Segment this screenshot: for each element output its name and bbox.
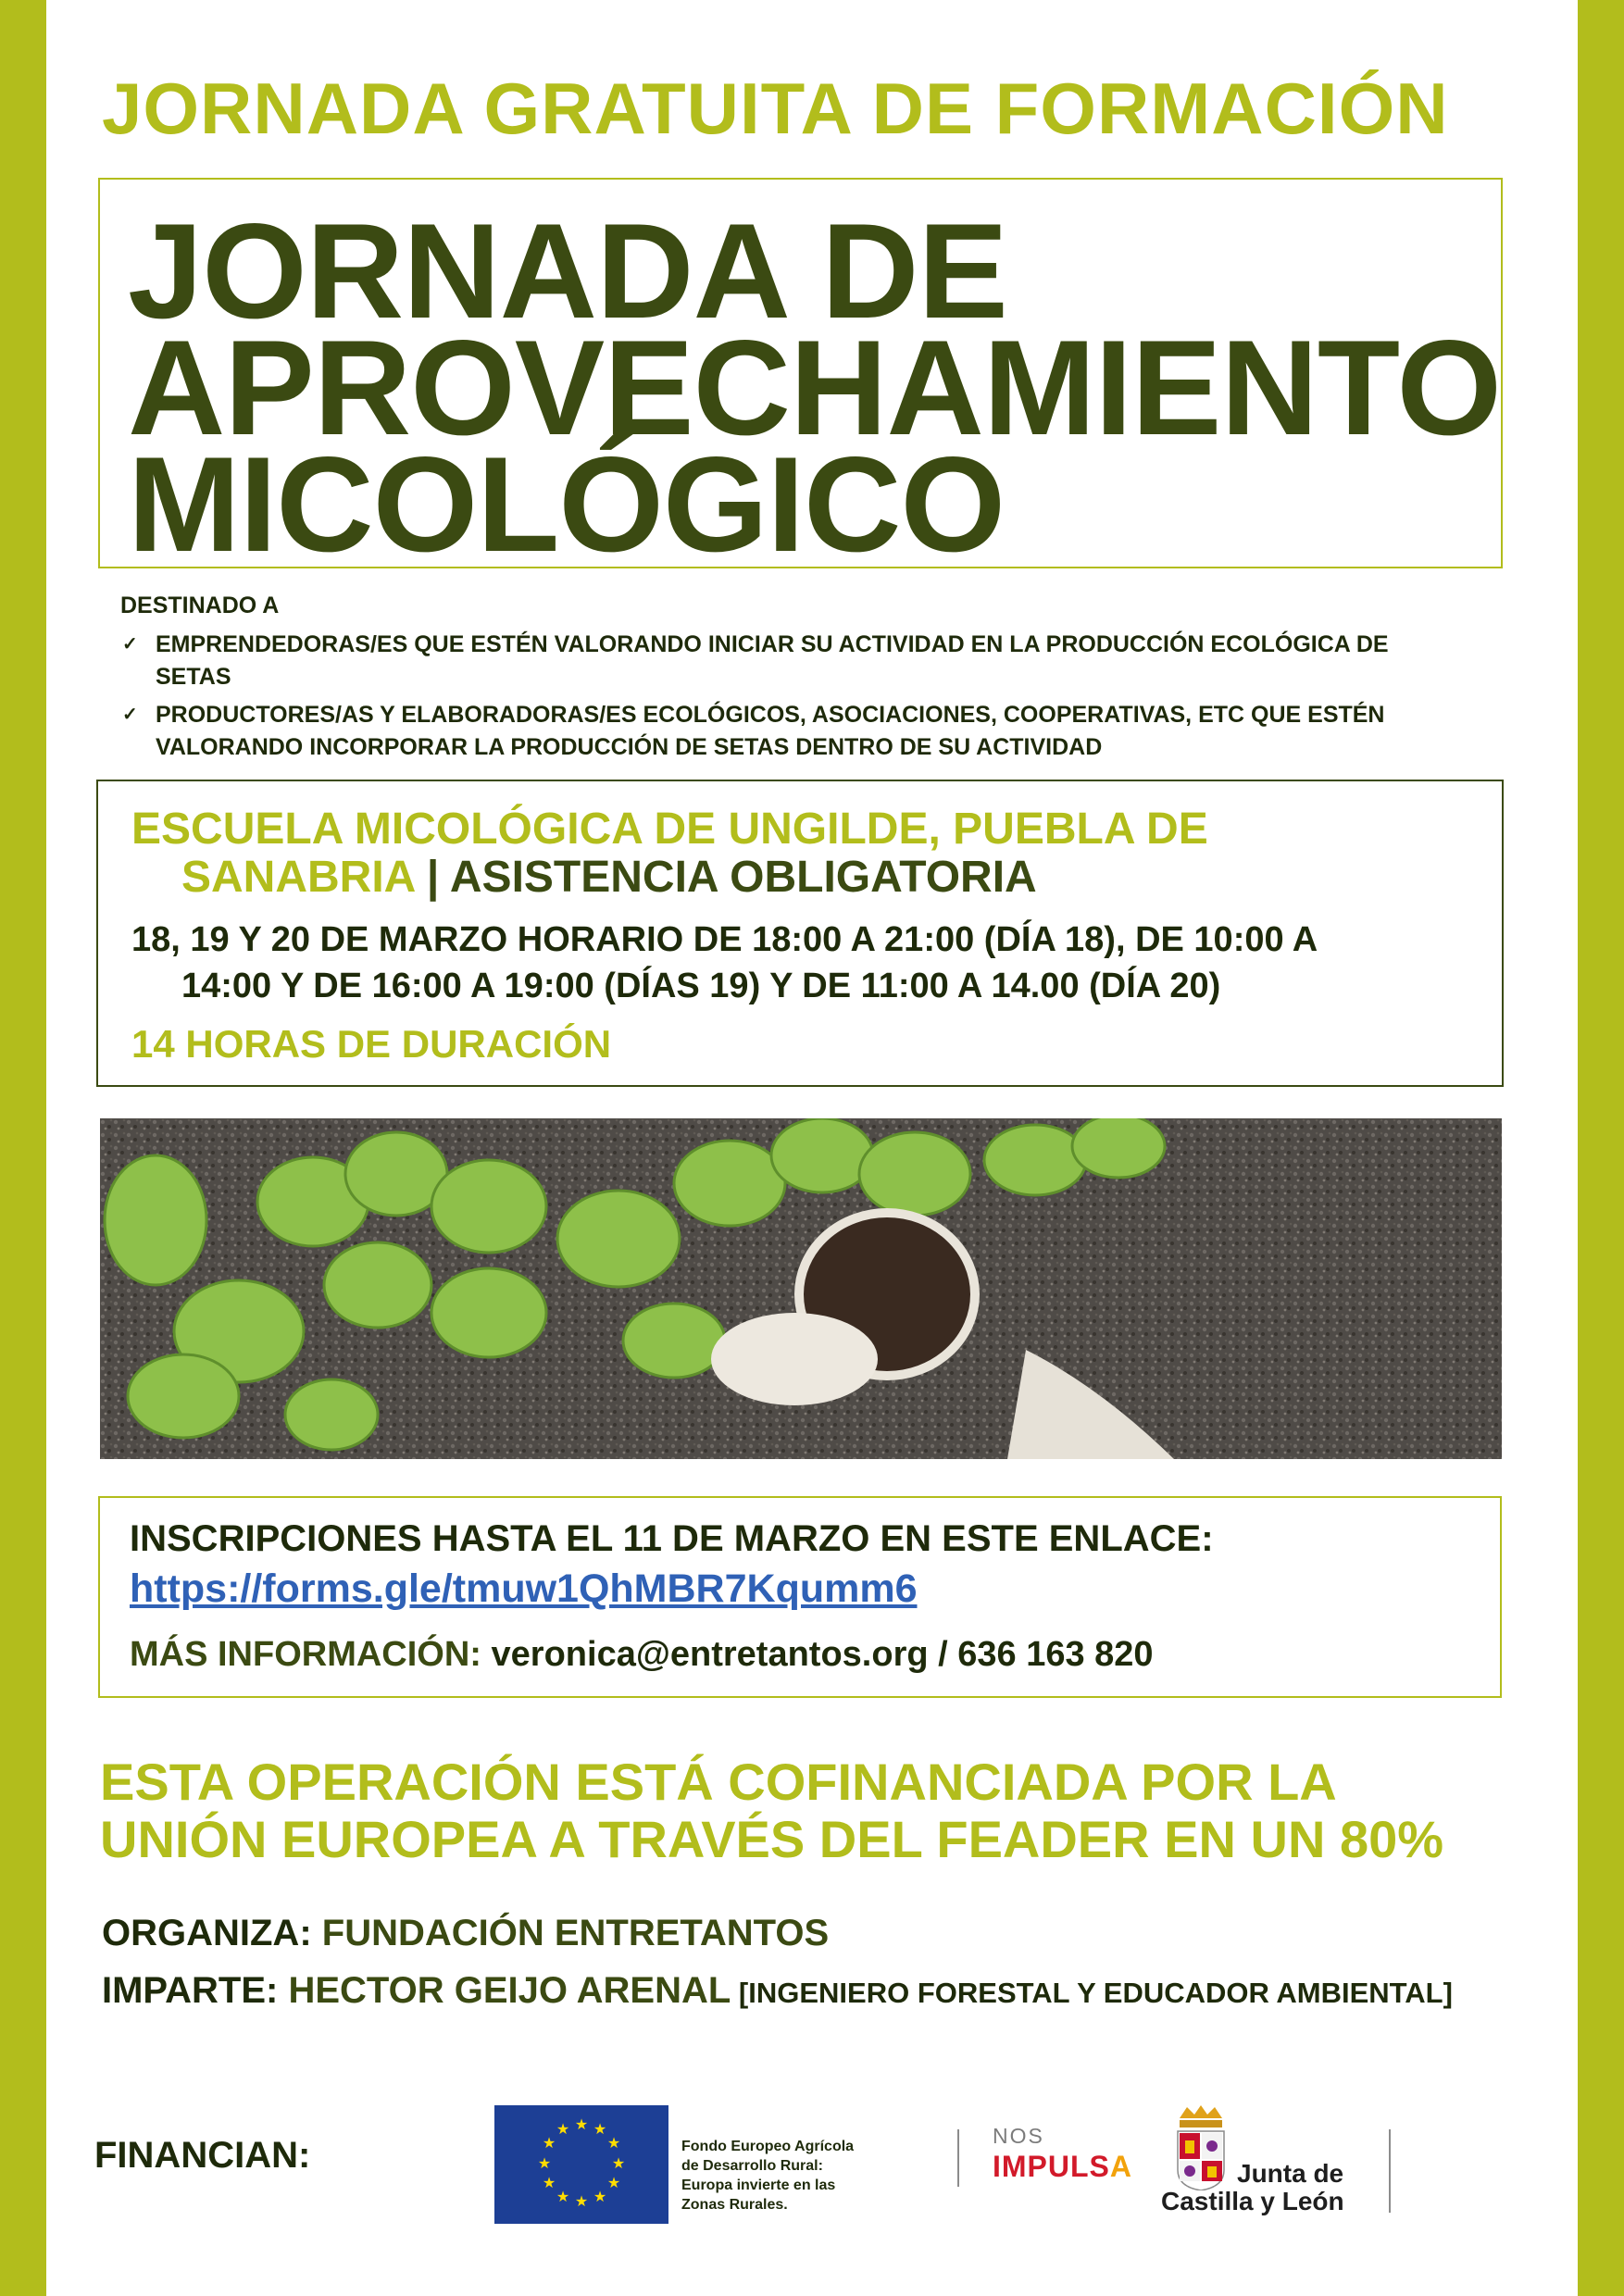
title-line-2: APROVECHAMIENTO bbox=[128, 312, 1501, 463]
svg-text:★: ★ bbox=[593, 2120, 607, 2138]
instructor-name: HECTOR GEIJO ARENAL bbox=[278, 1970, 731, 2011]
audience-item-line1: PRODUCTORES/AS Y ELABORADORAS/ES ECOLÓGICOS, ASOCIACIONES, COOPERATIVAS, ETC QUE ESTÉN bbox=[156, 702, 1385, 728]
svg-text:★: ★ bbox=[542, 2134, 556, 2152]
title-line-1: JORNADA DE bbox=[128, 195, 1007, 346]
eafrd-line: Zonas Rurales. bbox=[681, 2197, 788, 2213]
duration: 14 HORAS DE DURACIÓN bbox=[131, 1022, 612, 1066]
venue-name-line2 bbox=[181, 852, 1037, 903]
eafrd-caption bbox=[681, 2137, 885, 2215]
venue-name-line1: ESCUELA MICOLÓGICA DE UNGILDE, PUEBLA DE bbox=[131, 805, 1208, 854]
svg-text:★: ★ bbox=[556, 2188, 570, 2205]
venue-place: SANABRIA bbox=[181, 853, 415, 902]
funders-label: FINANCIAN: bbox=[94, 2135, 311, 2176]
audience-heading: DESTINADO A bbox=[120, 593, 280, 618]
audience-section bbox=[120, 593, 1435, 769]
instructor bbox=[102, 1970, 1453, 2012]
cofinance-line1: ESTA OPERACIÓN ESTÁ COFINANCIADA POR LA bbox=[100, 1753, 1337, 1811]
check-icon: ✓ bbox=[122, 705, 138, 725]
title-line-3: MICOLÓGICO bbox=[128, 429, 1006, 580]
schedule-line1: 18, 19 Y 20 DE MARZO HORARIO DE 18:00 A 21:00 (DÍA 18), DE 10:00 A bbox=[131, 920, 1318, 959]
svg-text:★: ★ bbox=[574, 2115, 589, 2133]
audience-item bbox=[120, 629, 1435, 693]
impulsa-word: IMPULS bbox=[993, 2150, 1110, 2183]
mushroom-photo-illustration bbox=[100, 1118, 1502, 1459]
svg-text:★: ★ bbox=[542, 2174, 556, 2191]
more-info-contact: veronica@entretantos.org / 636 163 820 bbox=[481, 1635, 1154, 1674]
right-border-bar bbox=[1578, 0, 1624, 2296]
svg-text:★: ★ bbox=[574, 2192, 589, 2210]
impulsa-last-letter: A bbox=[1109, 2150, 1132, 2183]
mushroom-photo bbox=[100, 1118, 1502, 1459]
eafrd-line: Fondo Europeo Agrícola bbox=[681, 2139, 855, 2154]
logo-divider bbox=[957, 2129, 959, 2187]
nos-impulsa-top: NOS bbox=[993, 2124, 1044, 2148]
check-icon: ✓ bbox=[122, 634, 138, 655]
jcyl-shield-icon bbox=[1174, 2105, 1228, 2190]
attendance-note: ASISTENCIA OBLIGATORIA bbox=[449, 853, 1037, 902]
audience-item-line1: EMPRENDEDORAS/ES QUE ESTÉN VALORANDO INICIAR SU ACTIVIDAD EN LA PRODUCCIÓN ECOLÓGICA DE bbox=[156, 631, 1389, 657]
left-border-bar bbox=[0, 0, 46, 2296]
title-box bbox=[98, 178, 1503, 580]
organizer-label: ORGANIZA: bbox=[102, 1913, 312, 1953]
nos-impulsa-logo bbox=[993, 2150, 1132, 2184]
more-info bbox=[130, 1635, 1154, 1675]
jcyl-line2: Castilla y León bbox=[1161, 2187, 1344, 2215]
audience-item-line2: SETAS bbox=[156, 664, 231, 690]
schedule-line2: 14:00 Y DE 16:00 A 19:00 (DÍAS 19) Y DE 11:00 A 14.00 (DÍA 20) bbox=[181, 967, 1221, 1005]
instructor-label: IMPARTE: bbox=[102, 1970, 279, 2011]
venue-box bbox=[96, 780, 1504, 1087]
schedule bbox=[131, 917, 1483, 1009]
registration-box bbox=[98, 1496, 1502, 1698]
kicker-heading: JORNADA GRATUITA DE FORMACIÓN bbox=[102, 68, 1449, 149]
eafrd-line: Europa invierte en las bbox=[681, 2177, 836, 2193]
jcyl-line1: Junta de bbox=[1237, 2159, 1344, 2188]
logo-divider bbox=[1389, 2129, 1391, 2213]
organizer bbox=[102, 1913, 829, 1954]
audience-item bbox=[120, 699, 1435, 764]
svg-text:★: ★ bbox=[611, 2154, 626, 2172]
svg-text:★: ★ bbox=[556, 2120, 570, 2138]
registration-link[interactable]: https://forms.gle/tmuw1QhMBR7Kqumm6 bbox=[130, 1566, 918, 1611]
svg-text:★: ★ bbox=[537, 2154, 552, 2172]
more-info-label: MÁS INFORMACIÓN: bbox=[130, 1635, 481, 1674]
svg-text:★: ★ bbox=[606, 2174, 621, 2191]
cofinance-statement bbox=[100, 1753, 1544, 1868]
instructor-role: [INGENIERO FORESTAL Y EDUCADOR AMBIENTAL] bbox=[731, 1977, 1453, 2009]
eu-flag-logo bbox=[494, 2105, 668, 2224]
audience-list bbox=[120, 629, 1435, 764]
cofinance-line2: UNIÓN EUROPEA A TRAVÉS DEL FEADER EN UN 80% bbox=[100, 1810, 1444, 1868]
eu-stars-icon bbox=[494, 2105, 668, 2224]
svg-text:★: ★ bbox=[606, 2134, 621, 2152]
svg-text:★: ★ bbox=[593, 2188, 607, 2205]
audience-item-line2: VALORANDO INCORPORAR LA PRODUCCIÓN DE SETAS DENTRO DE SU ACTIVIDAD bbox=[156, 734, 1103, 760]
registration-deadline: INSCRIPCIONES HASTA EL 11 DE MARZO EN ESTE ENLACE: bbox=[130, 1518, 1214, 1559]
venue-separator: | bbox=[414, 853, 450, 902]
eafrd-line: de Desarrollo Rural: bbox=[681, 2158, 823, 2174]
organizer-name: FUNDACIÓN ENTRETANTOS bbox=[311, 1913, 830, 1953]
